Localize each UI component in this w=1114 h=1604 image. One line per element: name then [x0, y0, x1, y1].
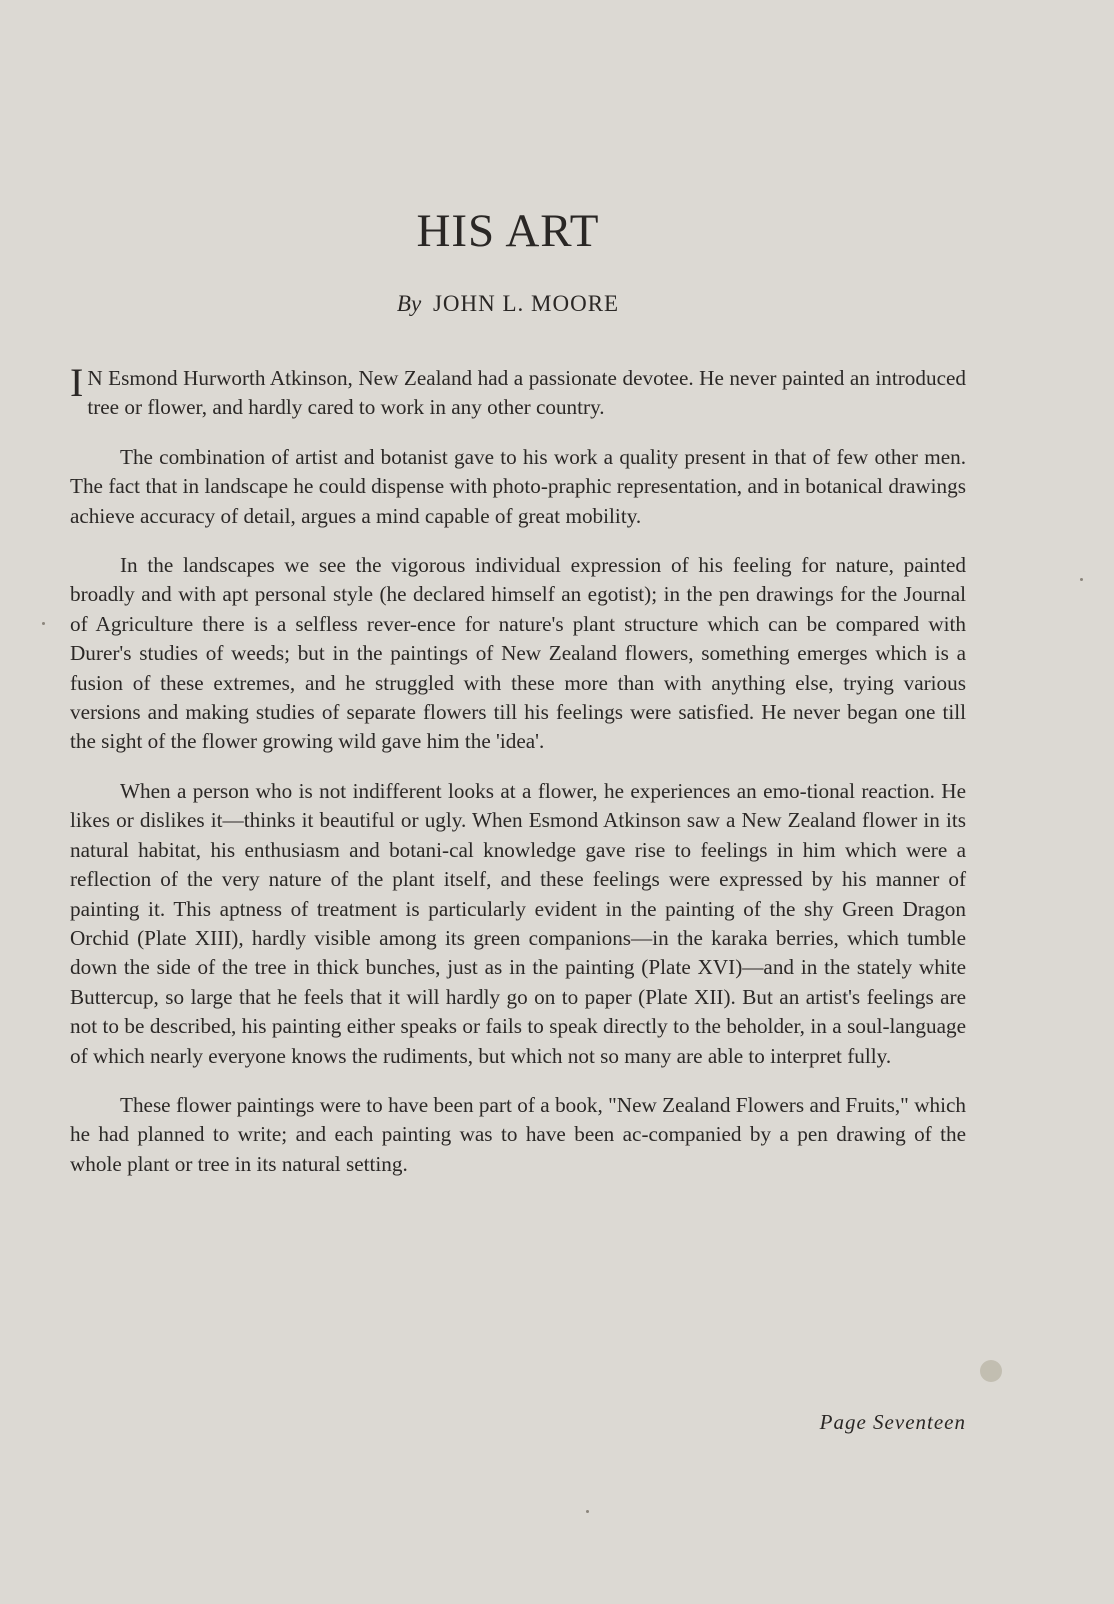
drop-cap: I: [70, 360, 84, 405]
article-body: [70, 360, 966, 1199]
paper-speck: [1080, 578, 1083, 581]
paragraph-1-text: N Esmond Hurworth Atkinson, New Zealand had a passionate devotee. He never painted an introduced tree or flower, and hardly cared to work in any other country.: [87, 366, 966, 420]
byline-prefix: By: [396, 291, 422, 316]
author-name: JOHN L. MOORE: [432, 291, 620, 316]
paragraph-2: The combination of artist and botanist gave to his work a quality present in that of few other men. The fact that in landscape he could dispense with photo-praphic representation, and in botanical drawings achieve accuracy of detail, argues a mind capable of great mobility.: [70, 444, 966, 528]
paper-speck: [42, 622, 45, 625]
paper-stain: [980, 1360, 1002, 1382]
byline: [0, 292, 1016, 315]
paragraph-1: [70, 360, 966, 423]
article-title: HIS ART: [416, 205, 600, 257]
paragraph-5: These flower paintings were to have been part of a book, "New Zealand Flowers and Fruits," which he had planned to write; and each painting was to have been ac-companied by a pen drawing of the whole plant or tree in its natural setting.: [70, 1092, 966, 1176]
paragraph-3: In the landscapes we see the vigorous individual expression of his feeling for nature, painted broadly and with apt personal style (he declared himself an egotist); in the pen drawings for the Journal of Agriculture there is a selfless rever-ence for nature's plant structure which can be compared with Durer's studies of weeds; but in the paintings of New Zealand flowers, something emerges which is a fusion of these extremes, and he struggled with these more than with anything else, trying various versions and making studies of separate flowers till his feelings were satisfied. He never began one till the sight of the flower growing wild gave him the 'idea'.: [70, 553, 966, 754]
page-number: Page Seventeen: [819, 1410, 966, 1434]
paper-speck: [586, 1510, 589, 1513]
paragraph-4: When a person who is not indifferent looks at a flower, he experiences an emo-tional reaction. He likes or dislikes it—thinks it beautiful or ugly. When Esmond Atkinson saw a New Zealand flower in its natural habitat, his enthusiasm and botani-cal knowledge gave rise to feelings in him which were a reflection of the very nature of the plant itself, and these feelings were expressed by his manner of painting it. This aptness of treatment is particularly evident in the painting of the shy Green Dragon Orchid (Plate XIII), hardly visible among its green companions—in the karaka berries, which tumble down the side of the tree in thick bunches, just as in the painting (Plate XVI)—and in the stately white Buttercup, so large that he feels that it will hardly go on to paper (Plate XII). But an artist's feelings are not to be described, his painting either speaks or fails to speak directly to the beholder, in a soul-language of which nearly everyone knows the rudiments, but which not so many are able to interpret fully.: [70, 778, 966, 1068]
